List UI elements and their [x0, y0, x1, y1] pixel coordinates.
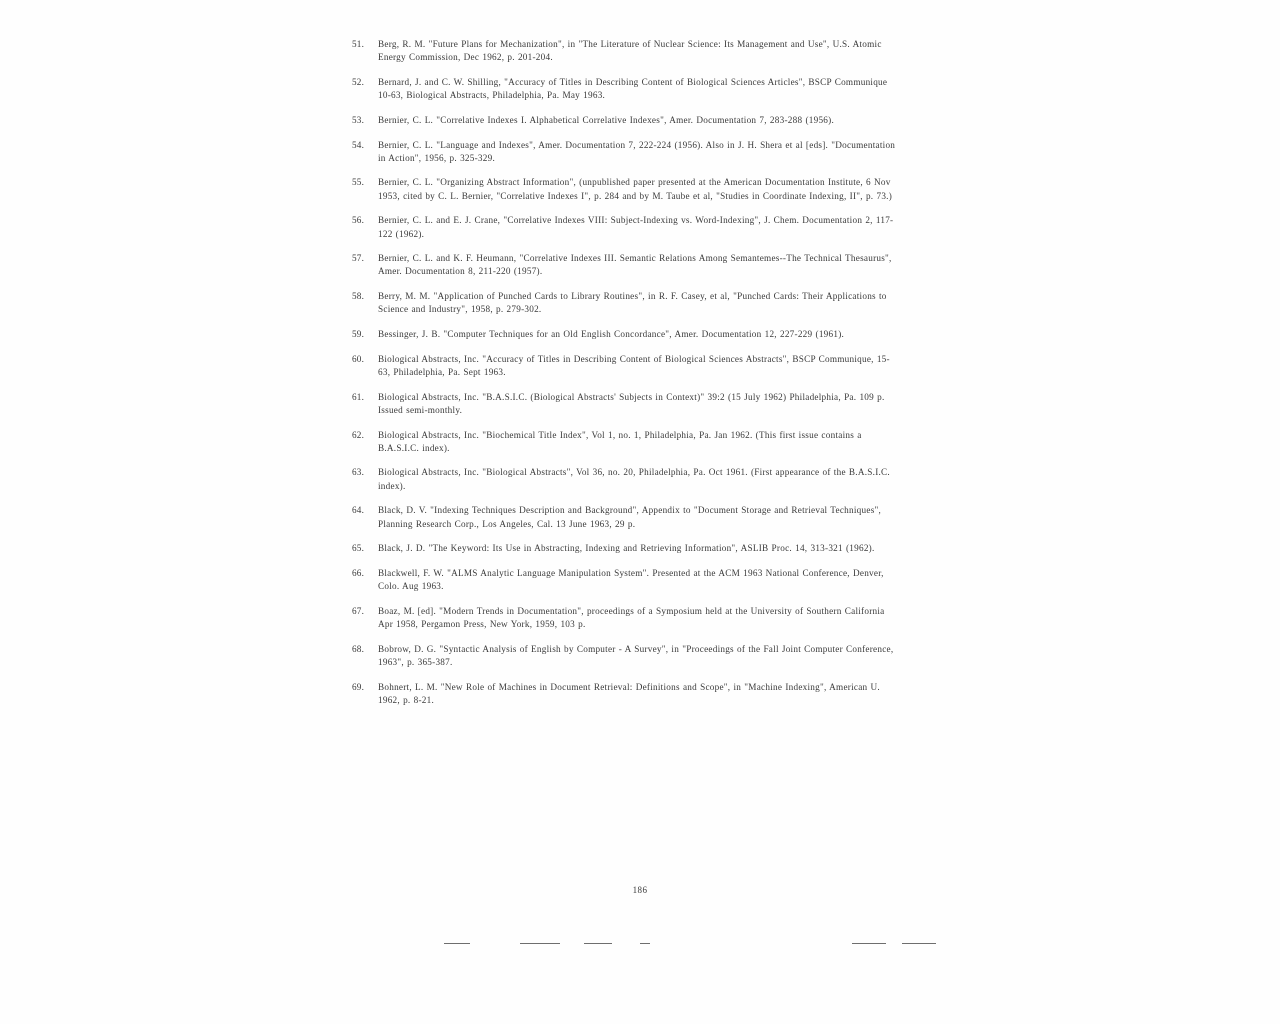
scan-mark [444, 943, 470, 944]
bibliography-entry-number: 67. [352, 605, 365, 616]
bibliography-entry-text: Biological Abstracts, Inc. "Biological Abstracts", Vol 36, no. 20, Philadelphia, Pa. Oct 1961. (First appearance of the B.A.S.I.C. index). [378, 467, 890, 491]
bibliography-entry-text: Bernier, C. L. "Correlative Indexes I. Alphabetical Correlative Indexes", Amer. Documentation 7, 283-288 (1956). [378, 114, 834, 125]
bibliography-entry-text: Berg, R. M. "Future Plans for Mechanization", in "The Literature of Nuclear Science: Its Management and Use", U.S. Atomic Energy Commission, Dec 1962, p. 201-204. [378, 39, 882, 63]
bibliography-entry [352, 504, 897, 530]
bibliography-entry-number: 51. [352, 39, 365, 49]
bibliography-entry-number: 63. [352, 467, 365, 478]
bibliography-entry-text: Boaz, M. [ed]. "Modern Trends in Documentation", proceedings of a Symposium held at the University of Southern California Apr 1958, Pergamon Press, New York, 1959, 103 p. [378, 605, 885, 630]
bibliography-entry-number: 53. [352, 114, 365, 125]
bibliography-entry [352, 466, 897, 492]
bibliography-entry [352, 328, 897, 341]
bibliography-entry [352, 567, 897, 593]
bibliography-entry-number: 60. [352, 353, 365, 364]
bibliography-entry [352, 252, 897, 278]
bibliography-entry-text: Black, J. D. "The Keyword: Its Use in Abstracting, Indexing and Retrieving Information", ASLIB Proc. 14, 313-321 (1962). [378, 543, 875, 554]
page-number: 186 [632, 885, 648, 895]
bibliography-entry [352, 391, 897, 417]
scan-mark [520, 943, 560, 944]
bibliography-entry [352, 542, 897, 555]
bibliography-entry-text: Bernier, C. L. "Organizing Abstract Information", (unpublished paper presented at the American Documentation Institute, 6 Nov 1953, cited by C. L. Bernier, "Correlative Indexes I", p. 284 and by M. Taube et al, "Studies in Coordinate Indexing, II", p. 73.) [378, 177, 893, 201]
scan-mark [584, 943, 612, 944]
bibliography-entry-number: 62. [352, 429, 365, 440]
bibliography-entry-number: 59. [352, 329, 365, 340]
bibliography-entry-number: 55. [352, 177, 365, 188]
bibliography-entry-text: Biological Abstracts, Inc. "Accuracy of Titles in Describing Content of Biological Sciences Abstracts", BSCP Communique, 15-63, Philadelphia, Pa. Sept 1963. [378, 353, 890, 377]
bibliography-entry [352, 290, 897, 316]
scan-mark [852, 943, 886, 944]
bibliography-entry-number: 64. [352, 505, 365, 516]
bibliography-entry-text: Bohnert, L. M. "New Role of Machines in Document Retrieval: Definitions and Scope", in "Machine Indexing", American U. 1962, p. 8-21. [378, 681, 880, 705]
bibliography-entry [352, 38, 897, 64]
bibliography-entry-text: Berry, M. M. "Application of Punched Cards to Library Routines", in R. F. Casey, et al, "Punched Cards: Their Applications to Science and Industry", 1958, p. 279-302. [378, 291, 887, 315]
scan-mark [902, 943, 936, 944]
bibliography-entry-text: Bernard, J. and C. W. Shilling, "Accuracy of Titles in Describing Content of Biological Sciences Articles", BSCP Communique 10-63, Biological Abstracts, Philadelphia, Pa. May 1963. [378, 76, 888, 101]
bibliography-entry [352, 214, 897, 240]
bibliography-entry [352, 429, 897, 455]
bibliography-entry [352, 681, 897, 707]
bibliography-entry-text: Bernier, C. L. and E. J. Crane, "Correlative Indexes VIII: Subject-Indexing vs. Word-Indexing", J. Chem. Documentation 2, 117-122 (1962). [378, 215, 894, 239]
bibliography-entry-text: Bernier, C. L. and K. F. Heumann, "Correlative Indexes III. Semantic Relations Among Semantemes--The Technical Thesaurus", Amer. Documentation 8, 211-220 (1957). [378, 253, 892, 277]
bibliography-entry [352, 643, 897, 669]
bibliography-entry-text: Biological Abstracts, Inc. "B.A.S.I.C. (Biological Abstracts' Subjects in Context)" 39:2 (15 July 1962) Philadelphia, Pa. 109 p. Issued semi-monthly. [378, 391, 885, 415]
bibliography-entry-number: 61. [352, 391, 365, 402]
bibliography-entry [352, 176, 897, 202]
bibliography-list [352, 38, 897, 719]
bibliography-entry-text: Biological Abstracts, Inc. "Biochemical Title Index", Vol 1, no. 1, Philadelphia, Pa. Jan 1962. (This first issue contains a B.A.S.I.C. index). [378, 429, 862, 453]
bibliography-entry-number: 69. [352, 681, 365, 692]
bibliography-entry-text: Bessinger, J. B. "Computer Techniques for an Old English Concordance", Amer. Documentation 12, 227-229 (1961). [378, 329, 845, 340]
bibliography-entry [352, 605, 897, 631]
bibliography-entry-number: 56. [352, 215, 365, 226]
bibliography-entry-number: 52. [352, 76, 365, 87]
bibliography-entry-text: Blackwell, F. W. "ALMS Analytic Language Manipulation System". Presented at the ACM 1963 National Conference, Denver, Colo. Aug 1963. [378, 567, 884, 592]
bibliography-entry-number: 57. [352, 253, 365, 264]
bibliography-entry [352, 139, 897, 165]
bibliography-entry-number: 66. [352, 567, 365, 578]
bibliography-entry [352, 114, 897, 127]
bibliography-entry [352, 76, 897, 102]
bibliography-entry-number: 58. [352, 291, 365, 302]
bibliography-entry-text: Bobrow, D. G. "Syntactic Analysis of English by Computer - A Survey", in "Proceedings of the Fall Joint Computer Conference, 1963", p. 365-387. [378, 643, 894, 667]
bibliography-entry [352, 353, 897, 379]
bibliography-entry-number: 54. [352, 139, 365, 150]
bibliography-entry-text: Black, D. V. "Indexing Techniques Description and Background", Appendix to "Document Storage and Retrieval Techniques", Planning Research Corp., Los Angeles, Cal. 13 June 1963, 29 p. [378, 505, 882, 529]
bibliography-entry-text: Bernier, C. L. "Language and Indexes", Amer. Documentation 7, 222-224 (1956). Also in J. H. Shera et al [eds]. "Documentation in Action", 1956, p. 325-329. [378, 139, 896, 163]
bibliography-entry-number: 65. [352, 543, 365, 554]
bibliography-entry-number: 68. [352, 643, 365, 654]
scan-mark [640, 943, 650, 944]
scan-artifact-marks [0, 940, 1280, 948]
